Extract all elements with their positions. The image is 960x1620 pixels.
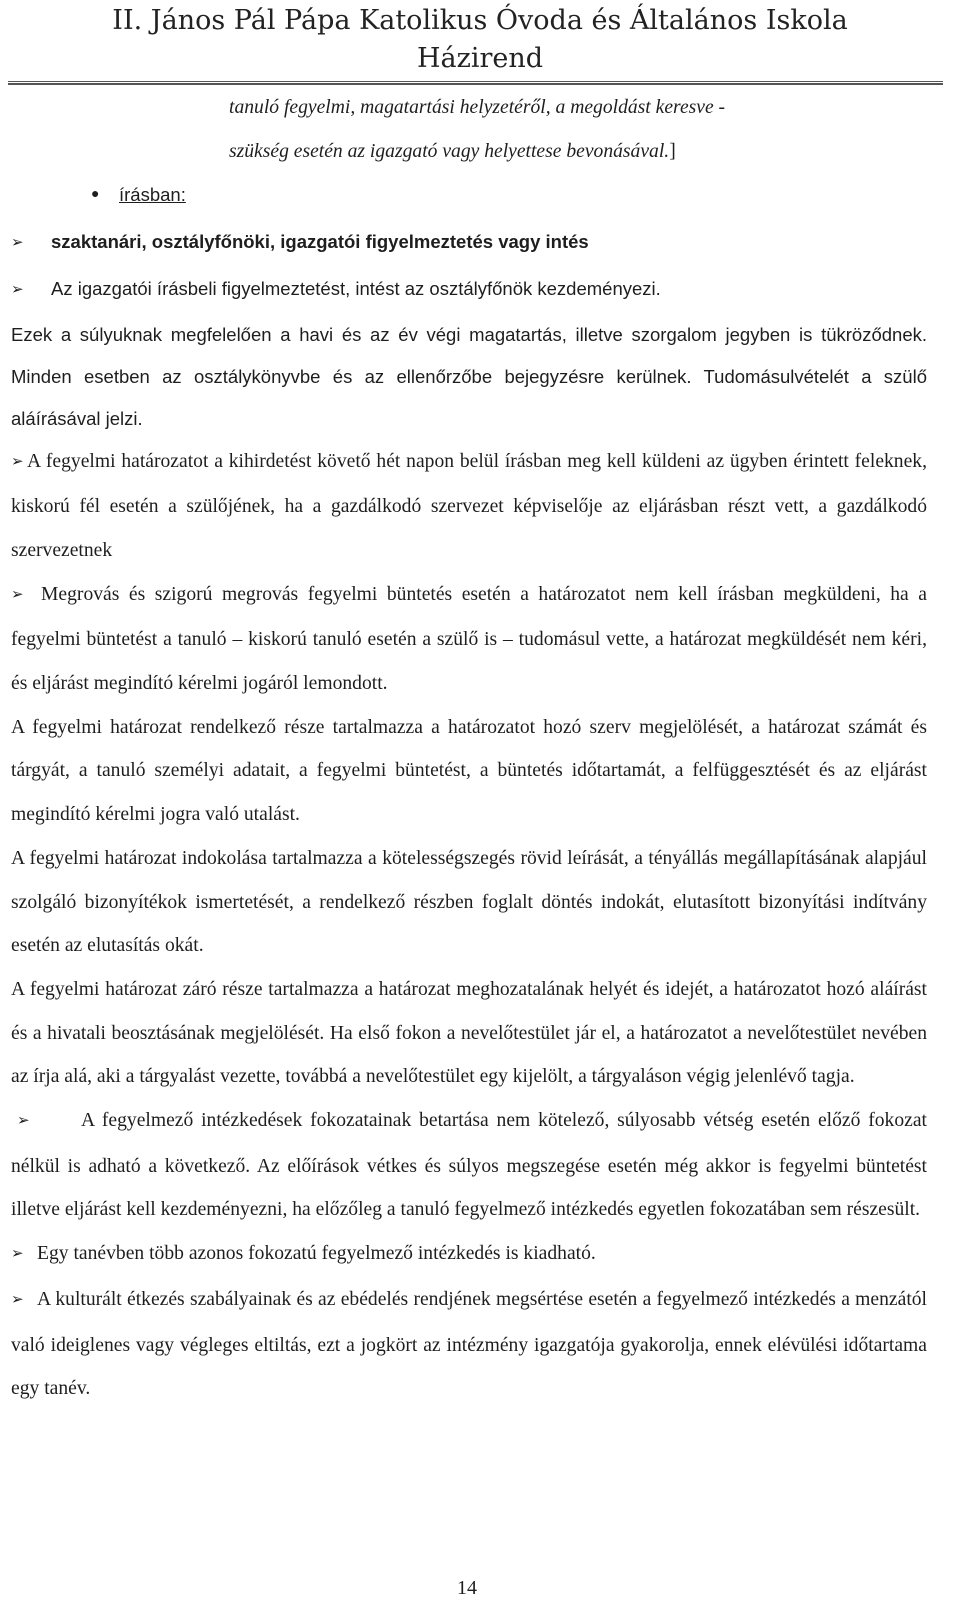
arrow-bullet-icon: ➢ (11, 453, 24, 470)
arrow-item-gradation (11, 1099, 927, 1232)
reprimand-text: Megrovás és szigorú megrovás fegyelmi büntetés esetén a határozatot nem kell írásban megküldeni, ha a fegyelmi büntetést a tanuló – kiskorú tanuló esetén a szülő is – tudomásul vette, a határozat megküldését nem kéri, és eljárást megindító kérelmi jogáról lemondott. (11, 583, 927, 695)
arrow-bullet-icon: ➢ (11, 586, 24, 603)
header-school-name: II. János Pál Pápa Katolikus Óvoda és Általános Iskola (112, 5, 848, 36)
arrow-item-canteen (11, 1278, 927, 1411)
initiation-text: Az igazgatói írásbeli figyelmeztetést, intést az osztályfőnök kezdeményezi. (51, 277, 661, 299)
header-document-title: Házirend (416, 43, 544, 74)
warnings-list-text: szaktanári, osztályfőnöki, igazgatói figyelmeztetés vagy intés (51, 231, 589, 253)
header-divider (8, 81, 943, 85)
arrow-item-reprimand (11, 573, 927, 706)
arrow-item-warnings (11, 220, 927, 267)
arrow-item-decision-delivery (11, 440, 927, 573)
arrow-bullet-icon: ➢ (11, 1291, 24, 1308)
bullet-item-written (11, 173, 927, 220)
arrow-bullet-icon: ➢ (11, 235, 24, 252)
page-header (0, 0, 960, 78)
canteen-text: A kulturált étkezés szabályainak és az ebédelés rendjének megsértése esetén a fegyelmező intézkedés a menzától való ideiglenes vagy végleges eltiltás, ezt a jogkört az intézmény igazgatója gyakorolja, ennek elévülési időtartama egy tanév. (11, 1288, 927, 1400)
arrow-item-multiple-measures (11, 1232, 927, 1278)
multiple-measures-text: Egy tanévben több azonos fokozatú fegyelmező intézkedés is kiadható. (37, 1243, 596, 1265)
arrow-bullet-icon: ➢ (17, 1113, 30, 1130)
arrow-bullet-icon: ➢ (11, 1246, 24, 1263)
bullet-icon: ● (91, 187, 100, 203)
paragraph-reasoning: A fegyelmi határozat indokolása tartalmazza a kötelességszegés rövid leírását, a tényállás megállapításának alapjául szolgáló bizonyítékok ismertetését, a rendelkező részben foglalt döntés indokát, elutasított bizonyítási indítvány esetén az elutasítás okát. (11, 847, 927, 957)
paragraph-closing-part: A fegyelmi határozat záró része tartalmazza a határozat meghozatalának helyét és idejét, a határozatot hozó aláírást és a hivatali beosztásának megjelölését. Ha első fokon a nevelőtestület jár el, a határozatot a nevelőtestület nevében az írja alá, aki a tárgyalást vezette, továbbá a nevelőtestület egy kijelölt, a tárgyaláson végig jelenlévő tagja. (11, 978, 927, 1088)
arrow-bullet-icon: ➢ (11, 281, 24, 298)
continued-italic-line-1: tanuló fegyelmi, magatartási helyzetéről, a megoldást keresve - (229, 97, 726, 118)
page-number: 14 (457, 1577, 477, 1599)
arrow-item-initiation (11, 267, 927, 314)
bullet-label: írásban: (119, 184, 186, 206)
paragraph-operative-part: A fegyelmi határozat rendelkező része tartalmazza a határozatot hozó szerv megjelölését, a határozat számát és tárgyát, a tanuló személyi adatait, a fegyelmi büntetést, a büntetés időtartamát, a felfüggesztését és az eljárást megindító kérelmi jogra való utalást. (11, 716, 927, 826)
paragraph-grades-reflection: Ezek a súlyuknak megfelelően a havi és az év végi magatartás, illetve szorgalom jegyben is tükröződnek. Minden esetben az osztálykönyvbe és az ellenőrzőbe bejegyzésre kerülnek. Tudomásulvételét a szülő aláírásával jelzi. (11, 323, 927, 429)
closing-bracket: ] (669, 140, 676, 162)
decision-delivery-text: A fegyelmi határozatot a kihirdetést követő hét napon belül írásban meg kell küldeni az ügyben érintett feleknek, kiskorú fél esetén a szülőjének, ha a gazdálkodó szervezet képviselője az eljárásban részt vett, a gazdálkodó szervezetnek (11, 450, 927, 561)
gradation-text: A fegyelmező intézkedések fokozatainak betartása nem kötelező, súlyosabb vétség esetén előző fokozat nélkül is adható a következő. Az előírások vétkes és súlyos megszegése esetén még akkor is fegyelmi büntetést illetve eljárást kell kezdeményezni, ha előzőleg a tanuló fegyelmező intézkedés egyetlen fokozatában sem részesült. (11, 1110, 927, 1221)
continued-italic-line-2: szükség esetén az igazgató vagy helyettese bevonásával.] (229, 140, 676, 162)
document-body (11, 86, 927, 1411)
